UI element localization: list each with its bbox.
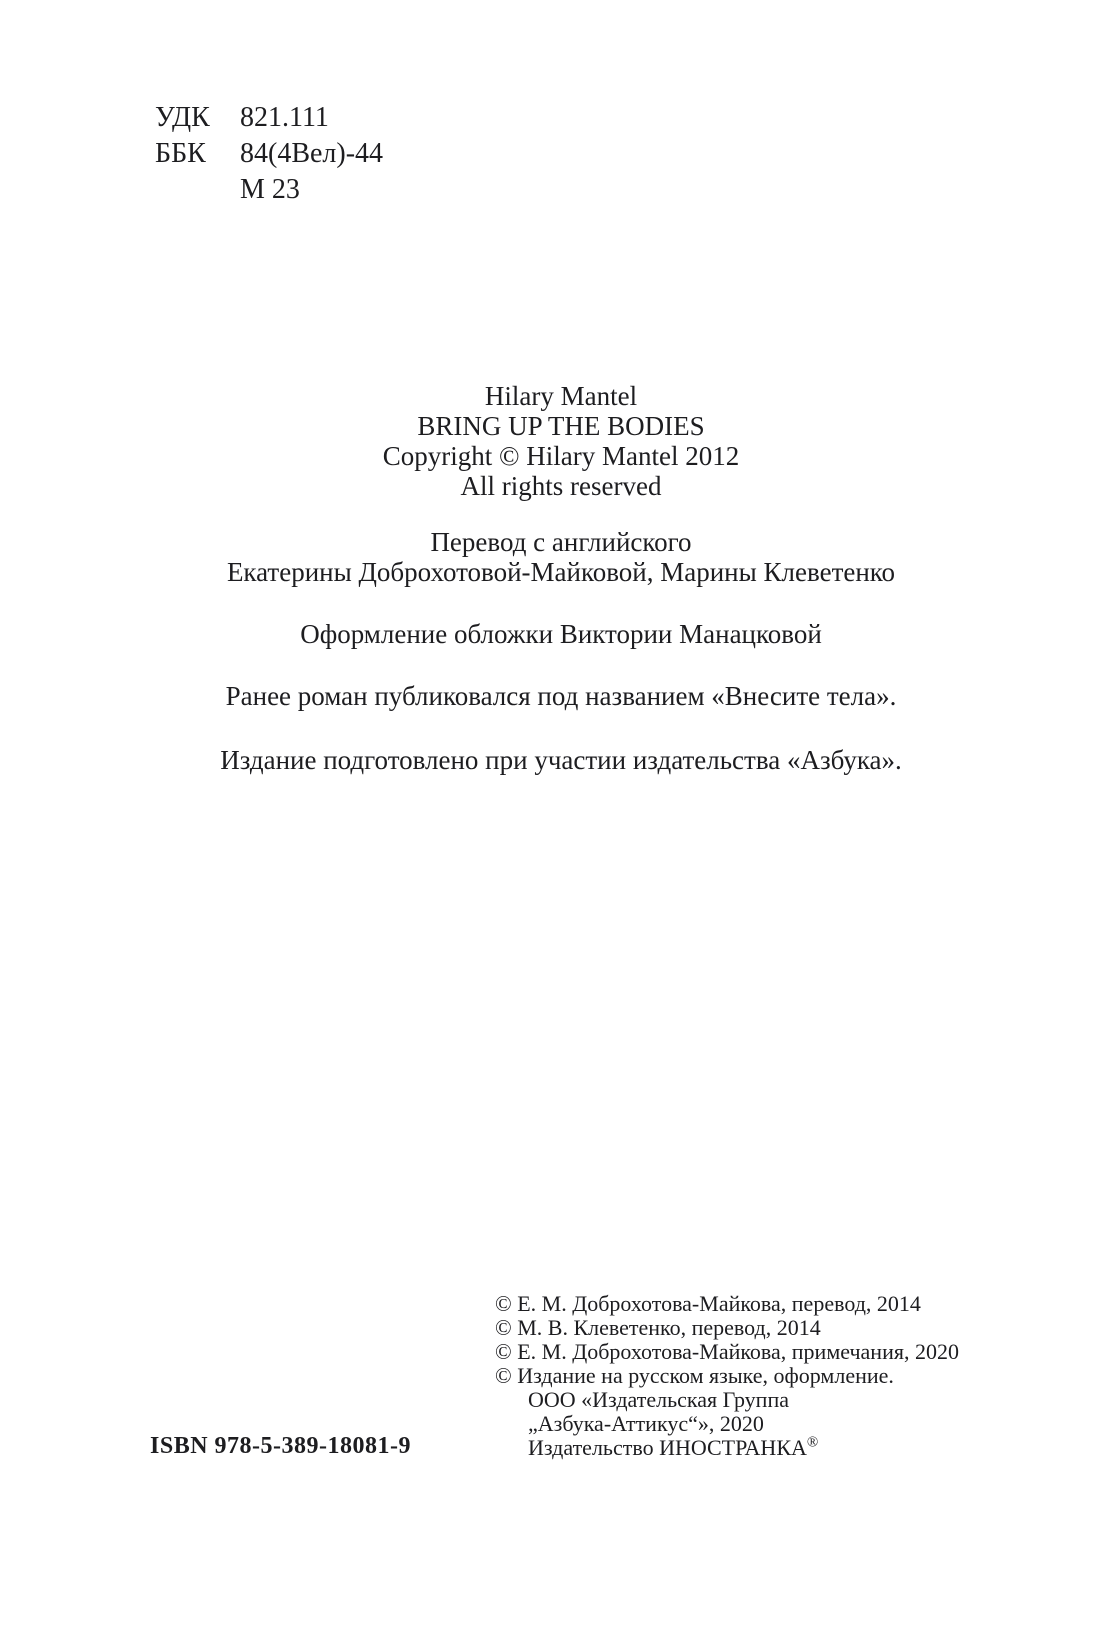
bbk-value: 84(4Вел)-44 [240,138,384,169]
publisher-imprint-name: Издательство ИНОСТРАНКА [528,1435,807,1460]
original-author: Hilary Mantel [484,381,638,411]
previous-title-note: Ранее роман публиковался под названием «Внесите тела». [225,681,897,711]
bbk-label: ББК [155,138,206,169]
publisher-group-line-2: „Азбука-Аттикус“», 2020 [528,1411,764,1436]
classification-block [155,100,383,208]
publisher-group-line-1: ООО «Издательская Группа [528,1387,789,1412]
registered-trademark-mark: ® [806,1434,819,1451]
credit-line-notes: © Е. М. Доброхотова-Майкова, примечания, 2020 [495,1339,959,1364]
author-sign: М 23 [240,174,300,205]
central-imprint-stack [150,381,972,775]
translation-heading: Перевод с английского [430,527,692,557]
azbuka-participation-note: Издание подготовлено при участии издательства «Азбука». [220,745,902,775]
udk-line [155,100,383,136]
original-title-block [150,381,972,501]
author-sign-line [155,172,383,208]
udk-value: 821.111 [240,102,329,133]
credit-line-russian-edition: © Издание на русском языке, оформление. [495,1363,894,1388]
rights-reserved: All rights reserved [460,471,662,501]
credit-line-translation-1: © Е. М. Доброхотова-Майкова, перевод, 2014 [495,1291,921,1316]
publisher-imprint-line [495,1436,959,1460]
bbk-line [155,136,383,172]
cover-design-note: Оформление обложки Виктории Манацковой [300,619,822,649]
original-title: BRING UP THE BODIES [417,411,705,441]
original-copyright: Copyright © Hilary Mantel 2012 [382,441,740,471]
credit-line-translation-2: © М. В. Клеветенко, перевод, 2014 [495,1315,821,1340]
udk-label: УДК [155,102,210,133]
translators-names: Екатерины Доброхотовой-Майковой, Марины Клеветенко [226,557,896,587]
isbn: ISBN 978-5-389-18081-9 [150,1433,411,1459]
translation-block [150,527,972,587]
copyright-credits-block [495,1292,959,1460]
